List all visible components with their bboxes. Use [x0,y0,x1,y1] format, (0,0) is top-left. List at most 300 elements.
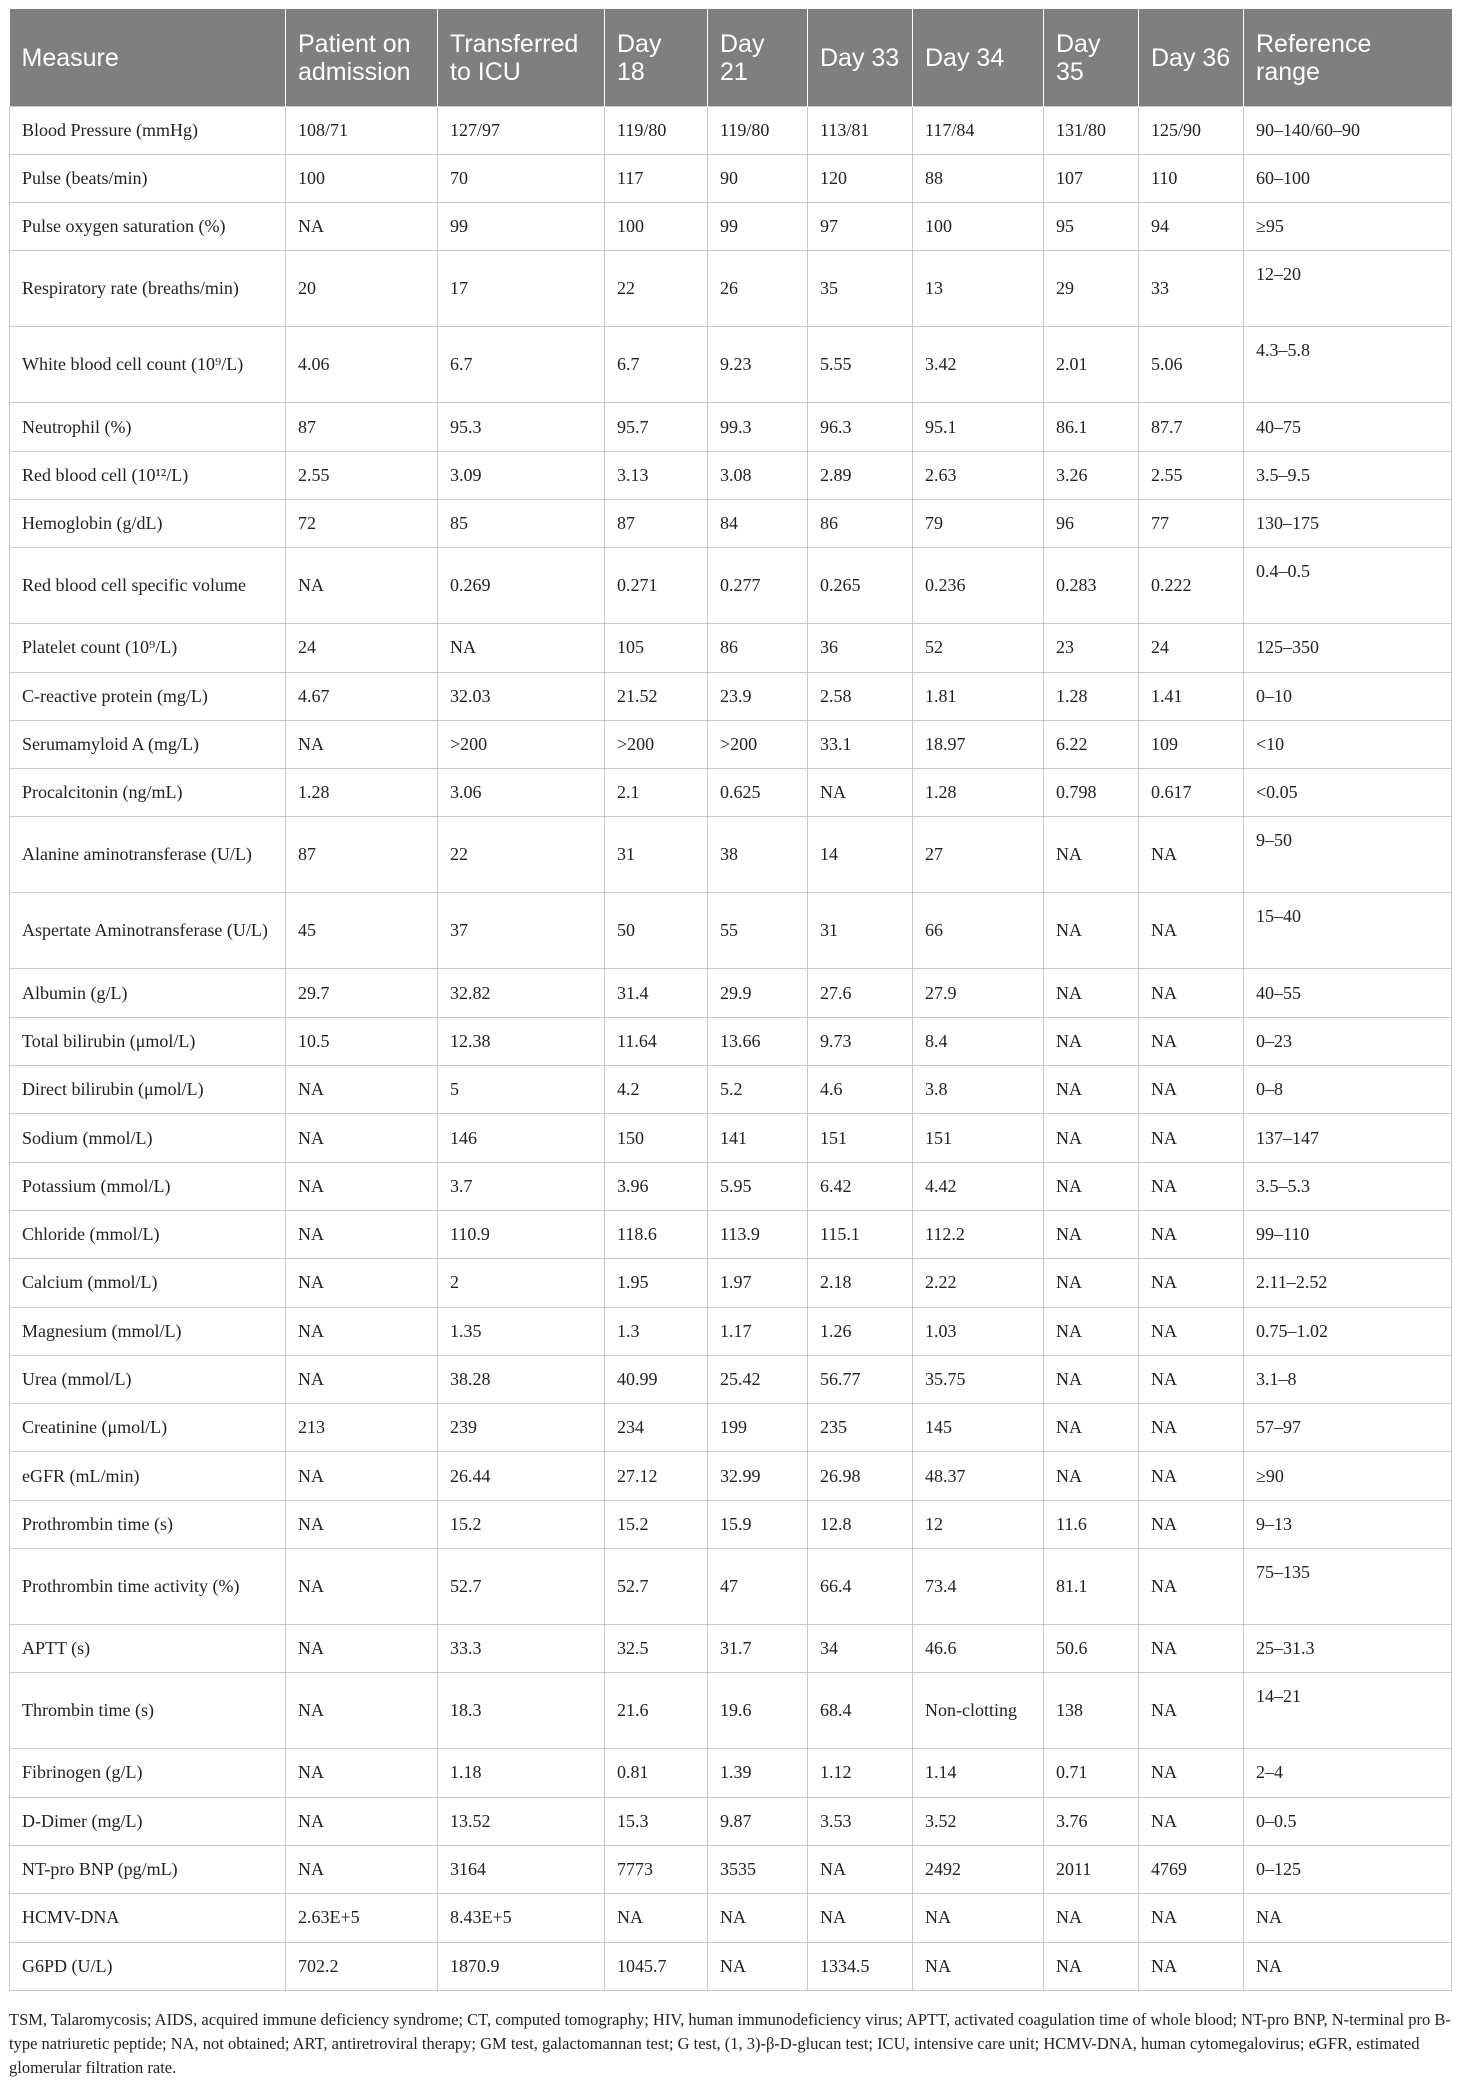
value-cell: 70 [438,154,605,202]
value-cell: 3.08 [708,451,808,499]
value-cell: 2492 [913,1845,1044,1893]
measure-cell: Direct bilirubin (μmol/L) [10,1066,286,1114]
value-cell: 27 [913,817,1044,893]
value-cell: 1.35 [438,1307,605,1355]
reference-range-cell: 9–13 [1244,1500,1452,1548]
reference-range-cell: 90–140/60–90 [1244,106,1452,154]
reference-range-cell: 0–125 [1244,1845,1452,1893]
value-cell: 27.9 [913,969,1044,1017]
table-row [10,624,1452,672]
measure-cell: Magnesium (mmol/L) [10,1307,286,1355]
value-cell: 1.95 [605,1259,708,1307]
value-cell: NA [1139,893,1244,969]
value-cell: 4.6 [808,1066,913,1114]
reference-range-cell: 40–55 [1244,969,1452,1017]
value-cell: 13.66 [708,1017,808,1065]
value-cell: 2.18 [808,1259,913,1307]
value-cell: 85 [438,499,605,547]
value-cell: NA [1044,1259,1139,1307]
value-cell: 0.236 [913,548,1044,624]
value-cell: NA [438,624,605,672]
value-cell: 4769 [1139,1845,1244,1893]
value-cell: 11.64 [605,1017,708,1065]
measure-cell: White blood cell count (10⁹/L) [10,327,286,403]
value-cell: 0.798 [1044,769,1139,817]
value-cell: 0.222 [1139,548,1244,624]
value-cell: 0.617 [1139,769,1244,817]
value-cell: 1.28 [286,769,438,817]
measure-cell: APTT (s) [10,1625,286,1673]
table-row [10,548,1452,624]
value-cell: 119/80 [708,106,808,154]
value-cell: 8.4 [913,1017,1044,1065]
table-row [10,672,1452,720]
value-cell: 3535 [708,1845,808,1893]
reference-range-cell: 60–100 [1244,154,1452,202]
value-cell: 31.4 [605,969,708,1017]
value-cell: NA [1139,1749,1244,1797]
value-cell: 117/84 [913,106,1044,154]
value-cell: NA [1139,1894,1244,1942]
column-header: Day 18 [605,9,708,106]
value-cell: NA [808,1894,913,1942]
value-cell: 2.58 [808,672,913,720]
value-cell: 18.97 [913,720,1044,768]
measure-cell: Respiratory rate (breaths/min) [10,251,286,327]
value-cell: 2.22 [913,1259,1044,1307]
value-cell: NA [286,1549,438,1625]
value-cell: 5.2 [708,1066,808,1114]
value-cell: 33.1 [808,720,913,768]
value-cell: 50.6 [1044,1625,1139,1673]
measure-cell: Red blood cell specific volume [10,548,286,624]
value-cell: 1.28 [1044,672,1139,720]
value-cell: 3.42 [913,327,1044,403]
value-cell: 29.9 [708,969,808,1017]
measure-cell: NT-pro BNP (pg/mL) [10,1845,286,1893]
column-header: Day 34 [913,9,1044,106]
reference-range-cell: 0–8 [1244,1066,1452,1114]
value-cell: NA [286,1066,438,1114]
value-cell: 20 [286,251,438,327]
value-cell: 8.43E+5 [438,1894,605,1942]
value-cell: 40.99 [605,1355,708,1403]
measure-cell: Chloride (mmol/L) [10,1210,286,1258]
value-cell: 10.5 [286,1017,438,1065]
measure-cell: Creatinine (μmol/L) [10,1404,286,1452]
value-cell: NA [708,1894,808,1942]
column-header: Transferred to ICU [438,9,605,106]
reference-range-cell: <0.05 [1244,769,1452,817]
value-cell: NA [913,1942,1044,1990]
measure-cell: Procalcitonin (ng/mL) [10,769,286,817]
value-cell: 7773 [605,1845,708,1893]
value-cell: 66 [913,893,1044,969]
value-cell: 138 [1044,1673,1139,1749]
value-cell: 17 [438,251,605,327]
value-cell: 1.3 [605,1307,708,1355]
value-cell: 109 [1139,720,1244,768]
value-cell: 45 [286,893,438,969]
value-cell: 1334.5 [808,1942,913,1990]
value-cell: NA [605,1894,708,1942]
value-cell: 113/81 [808,106,913,154]
value-cell: NA [1044,1355,1139,1403]
value-cell: 3.96 [605,1162,708,1210]
reference-range-cell: ≥90 [1244,1452,1452,1500]
value-cell: 1045.7 [605,1942,708,1990]
value-cell: 4.42 [913,1162,1044,1210]
value-cell: NA [1139,1066,1244,1114]
value-cell: 0.71 [1044,1749,1139,1797]
value-cell: 1.41 [1139,672,1244,720]
value-cell: 84 [708,499,808,547]
value-cell: 86 [708,624,808,672]
measure-cell: G6PD (U/L) [10,1942,286,1990]
value-cell: 5.55 [808,327,913,403]
value-cell: 29 [1044,251,1139,327]
value-cell: 702.2 [286,1942,438,1990]
value-cell: NA [286,203,438,251]
value-cell: 4.06 [286,327,438,403]
measure-cell: C-reactive protein (mg/L) [10,672,286,720]
value-cell: 113.9 [708,1210,808,1258]
value-cell: 15.2 [438,1500,605,1548]
value-cell: 87 [286,817,438,893]
value-cell: 110.9 [438,1210,605,1258]
value-cell: 11.6 [1044,1500,1139,1548]
value-cell: 29.7 [286,969,438,1017]
value-cell: NA [286,1673,438,1749]
reference-range-cell: 99–110 [1244,1210,1452,1258]
value-cell: NA [1139,1673,1244,1749]
lab-results-table [9,9,1452,1991]
value-cell: 1.14 [913,1749,1044,1797]
value-cell: 2.55 [1139,451,1244,499]
column-header: Reference range [1244,9,1452,106]
table-row [10,1114,1452,1162]
value-cell: 86 [808,499,913,547]
table-row [10,1162,1452,1210]
value-cell: 131/80 [1044,106,1139,154]
value-cell: 88 [913,154,1044,202]
value-cell: 0.271 [605,548,708,624]
value-cell: NA [286,1162,438,1210]
value-cell: 2.55 [286,451,438,499]
value-cell: 239 [438,1404,605,1452]
value-cell: NA [1139,1500,1244,1548]
value-cell: 81.1 [1044,1549,1139,1625]
value-cell: NA [286,1625,438,1673]
value-cell: 6.7 [605,327,708,403]
value-cell: NA [286,1500,438,1548]
table-row [10,154,1452,202]
value-cell: 56.77 [808,1355,913,1403]
column-header: Measure [10,9,286,106]
value-cell: 1.17 [708,1307,808,1355]
value-cell: 2.63 [913,451,1044,499]
value-cell: 68.4 [808,1673,913,1749]
table-row [10,720,1452,768]
column-header: Day 33 [808,9,913,106]
value-cell: NA [286,1259,438,1307]
reference-range-cell: 15–40 [1244,893,1452,969]
value-cell: NA [286,1307,438,1355]
value-cell: 12 [913,1500,1044,1548]
measure-cell: Calcium (mmol/L) [10,1259,286,1307]
value-cell: NA [1044,1452,1139,1500]
value-cell: 0.265 [808,548,913,624]
value-cell: 3.06 [438,769,605,817]
value-cell: NA [286,1452,438,1500]
value-cell: 112.2 [913,1210,1044,1258]
reference-range-cell: 3.5–9.5 [1244,451,1452,499]
value-cell: NA [1139,1549,1244,1625]
reference-range-cell: NA [1244,1942,1452,1990]
value-cell: 87 [286,403,438,451]
value-cell: NA [1139,1355,1244,1403]
value-cell: NA [1044,1210,1139,1258]
value-cell: 26.44 [438,1452,605,1500]
table-row [10,1942,1452,1990]
value-cell: 52 [913,624,1044,672]
value-cell: NA [1044,1942,1139,1990]
value-cell: 3.76 [1044,1797,1139,1845]
value-cell: 5 [438,1066,605,1114]
column-header: Day 21 [708,9,808,106]
value-cell: NA [808,769,913,817]
value-cell: 38 [708,817,808,893]
value-cell: 22 [605,251,708,327]
reference-range-cell: 3.1–8 [1244,1355,1452,1403]
reference-range-cell: 4.3–5.8 [1244,327,1452,403]
table-row [10,893,1452,969]
value-cell: 12.38 [438,1017,605,1065]
value-cell: 199 [708,1404,808,1452]
value-cell: 2 [438,1259,605,1307]
value-cell: 27.6 [808,969,913,1017]
measure-cell: Alanine aminotransferase (U/L) [10,817,286,893]
value-cell: 24 [1139,624,1244,672]
reference-range-cell: 125–350 [1244,624,1452,672]
value-cell: 32.03 [438,672,605,720]
value-cell: 96.3 [808,403,913,451]
value-cell: 234 [605,1404,708,1452]
value-cell: 107 [1044,154,1139,202]
value-cell: 1.26 [808,1307,913,1355]
measure-cell: Pulse (beats/min) [10,154,286,202]
value-cell: 15.9 [708,1500,808,1548]
reference-range-cell: 2.11–2.52 [1244,1259,1452,1307]
measure-cell: Serumamyloid A (mg/L) [10,720,286,768]
value-cell: 66.4 [808,1549,913,1625]
table-row [10,1355,1452,1403]
reference-range-cell: 40–75 [1244,403,1452,451]
table-row [10,1797,1452,1845]
value-cell: 47 [708,1549,808,1625]
table-row [10,1673,1452,1749]
value-cell: 108/71 [286,106,438,154]
value-cell: NA [286,1845,438,1893]
value-cell: NA [1139,1162,1244,1210]
value-cell: 1.39 [708,1749,808,1797]
value-cell: 15.2 [605,1500,708,1548]
value-cell: 2.63E+5 [286,1894,438,1942]
value-cell: NA [1044,1404,1139,1452]
measure-cell: HCMV-DNA [10,1894,286,1942]
value-cell: NA [1139,1404,1244,1452]
measure-cell: D-Dimer (mg/L) [10,1797,286,1845]
value-cell: 1.18 [438,1749,605,1797]
header-row [10,9,1452,106]
value-cell: 105 [605,624,708,672]
table-row [10,969,1452,1017]
value-cell: NA [1139,817,1244,893]
value-cell: 2.01 [1044,327,1139,403]
value-cell: 35 [808,251,913,327]
value-cell: 4.67 [286,672,438,720]
reference-range-cell: 25–31.3 [1244,1625,1452,1673]
value-cell: 146 [438,1114,605,1162]
value-cell: 52.7 [438,1549,605,1625]
value-cell: 0.625 [708,769,808,817]
measure-cell: eGFR (mL/min) [10,1452,286,1500]
value-cell: 3.7 [438,1162,605,1210]
reference-range-cell: <10 [1244,720,1452,768]
measure-cell: Prothrombin time (s) [10,1500,286,1548]
value-cell: 100 [605,203,708,251]
reference-range-cell: 2–4 [1244,1749,1452,1797]
table-row [10,106,1452,154]
table-row [10,1210,1452,1258]
value-cell: 120 [808,154,913,202]
reference-range-cell: 75–135 [1244,1549,1452,1625]
value-cell: 48.37 [913,1452,1044,1500]
value-cell: 9.73 [808,1017,913,1065]
table-row [10,1625,1452,1673]
value-cell: 32.5 [605,1625,708,1673]
value-cell: 21.52 [605,672,708,720]
value-cell: 86.1 [1044,403,1139,451]
value-cell: 5.06 [1139,327,1244,403]
value-cell: NA [286,548,438,624]
value-cell: 151 [913,1114,1044,1162]
table-row [10,1749,1452,1797]
value-cell: 5.95 [708,1162,808,1210]
value-cell: 6.7 [438,327,605,403]
value-cell: 145 [913,1404,1044,1452]
measure-cell: Hemoglobin (g/dL) [10,499,286,547]
lab-results-table-container [9,9,1451,1991]
value-cell: 1.03 [913,1307,1044,1355]
value-cell: 1.28 [913,769,1044,817]
value-cell: NA [808,1845,913,1893]
value-cell: 96 [1044,499,1139,547]
measure-cell: Sodium (mmol/L) [10,1114,286,1162]
value-cell: NA [1044,1114,1139,1162]
value-cell: 21.6 [605,1673,708,1749]
value-cell: 1870.9 [438,1942,605,1990]
value-cell: NA [1044,969,1139,1017]
reference-range-cell: 12–20 [1244,251,1452,327]
table-row [10,1307,1452,1355]
table-row [10,817,1452,893]
value-cell: NA [1139,1452,1244,1500]
value-cell: 3.26 [1044,451,1139,499]
value-cell: 3.8 [913,1066,1044,1114]
value-cell: >200 [605,720,708,768]
measure-cell: Red blood cell (10¹²/L) [10,451,286,499]
value-cell: 213 [286,1404,438,1452]
value-cell: NA [708,1942,808,1990]
value-cell: 6.22 [1044,720,1139,768]
table-body [10,106,1452,1990]
table-row [10,451,1452,499]
measure-cell: Neutrophil (%) [10,403,286,451]
value-cell: 33.3 [438,1625,605,1673]
value-cell: 33 [1139,251,1244,327]
table-row [10,1259,1452,1307]
table-row [10,1017,1452,1065]
reference-range-cell: ≥95 [1244,203,1452,251]
reference-range-cell: NA [1244,1894,1452,1942]
value-cell: NA [286,1210,438,1258]
value-cell: 37 [438,893,605,969]
value-cell: 95.1 [913,403,1044,451]
value-cell: 100 [913,203,1044,251]
value-cell: 99 [708,203,808,251]
value-cell: NA [286,720,438,768]
value-cell: 1.81 [913,672,1044,720]
value-cell: 26 [708,251,808,327]
value-cell: 9.87 [708,1797,808,1845]
value-cell: NA [1044,893,1139,969]
value-cell: 6.42 [808,1162,913,1210]
value-cell: 100 [286,154,438,202]
value-cell: 110 [1139,154,1244,202]
value-cell: 77 [1139,499,1244,547]
value-cell: 25.42 [708,1355,808,1403]
value-cell: 23.9 [708,672,808,720]
value-cell: NA [286,1797,438,1845]
value-cell: 3.13 [605,451,708,499]
column-header: Day 35 [1044,9,1139,106]
value-cell: 1.97 [708,1259,808,1307]
measure-cell: Platelet count (10⁹/L) [10,624,286,672]
value-cell: NA [1044,1066,1139,1114]
table-row [10,1452,1452,1500]
value-cell: 73.4 [913,1549,1044,1625]
value-cell: 97 [808,203,913,251]
value-cell: 235 [808,1404,913,1452]
value-cell: 22 [438,817,605,893]
value-cell: 15.3 [605,1797,708,1845]
measure-cell: Albumin (g/L) [10,969,286,1017]
value-cell: 27.12 [605,1452,708,1500]
value-cell: 31 [605,817,708,893]
value-cell: 3.52 [913,1797,1044,1845]
value-cell: NA [1044,1894,1139,1942]
value-cell: 119/80 [605,106,708,154]
value-cell: NA [1139,1210,1244,1258]
table-row [10,1894,1452,1942]
value-cell: 94 [1139,203,1244,251]
reference-range-cell: 57–97 [1244,1404,1452,1452]
measure-cell: Aspertate Aminotransferase (U/L) [10,893,286,969]
reference-range-cell: 0.75–1.02 [1244,1307,1452,1355]
value-cell: 31 [808,893,913,969]
value-cell: 3164 [438,1845,605,1893]
